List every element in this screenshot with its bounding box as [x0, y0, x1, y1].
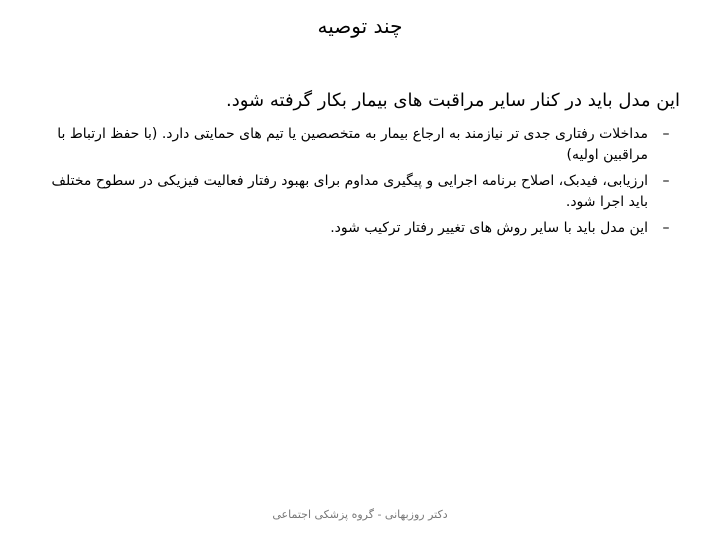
dash-bullet-icon: – — [662, 173, 670, 189]
bullet-text: مداخلات رفتاری جدی تر نیازمند به ارجاع بیمار به متخصصین یا تیم های حمایتی دارد. (با حفظ ارتباط با مراقبین اولیه) — [57, 126, 648, 163]
bullet-text: این مدل باید با سایر روش های تغییر رفتار ترکیب شود. — [330, 220, 648, 236]
bullet-item — [36, 124, 676, 166]
bullet-item — [36, 171, 676, 213]
bullet-item — [36, 218, 676, 239]
bullet-text: ارزیابی، فیدبک، اصلاح برنامه اجرایی و پیگیری مداوم برای بهبود رفتار فعالیت فیزیکی در سطوح مختلف باید اجرا شود. — [51, 173, 648, 210]
dash-bullet-icon: – — [662, 220, 670, 236]
slide-title: چند توصیه — [317, 14, 403, 38]
bullet-list — [36, 124, 676, 244]
slide-footer: دکتر روزبهانی - گروه پزشکی اجتماعی — [272, 508, 448, 521]
dash-bullet-icon: – — [662, 126, 670, 142]
intro-paragraph: این مدل باید در کنار سایر مراقبت های بیمار بکار گرفته شود. — [226, 90, 680, 111]
